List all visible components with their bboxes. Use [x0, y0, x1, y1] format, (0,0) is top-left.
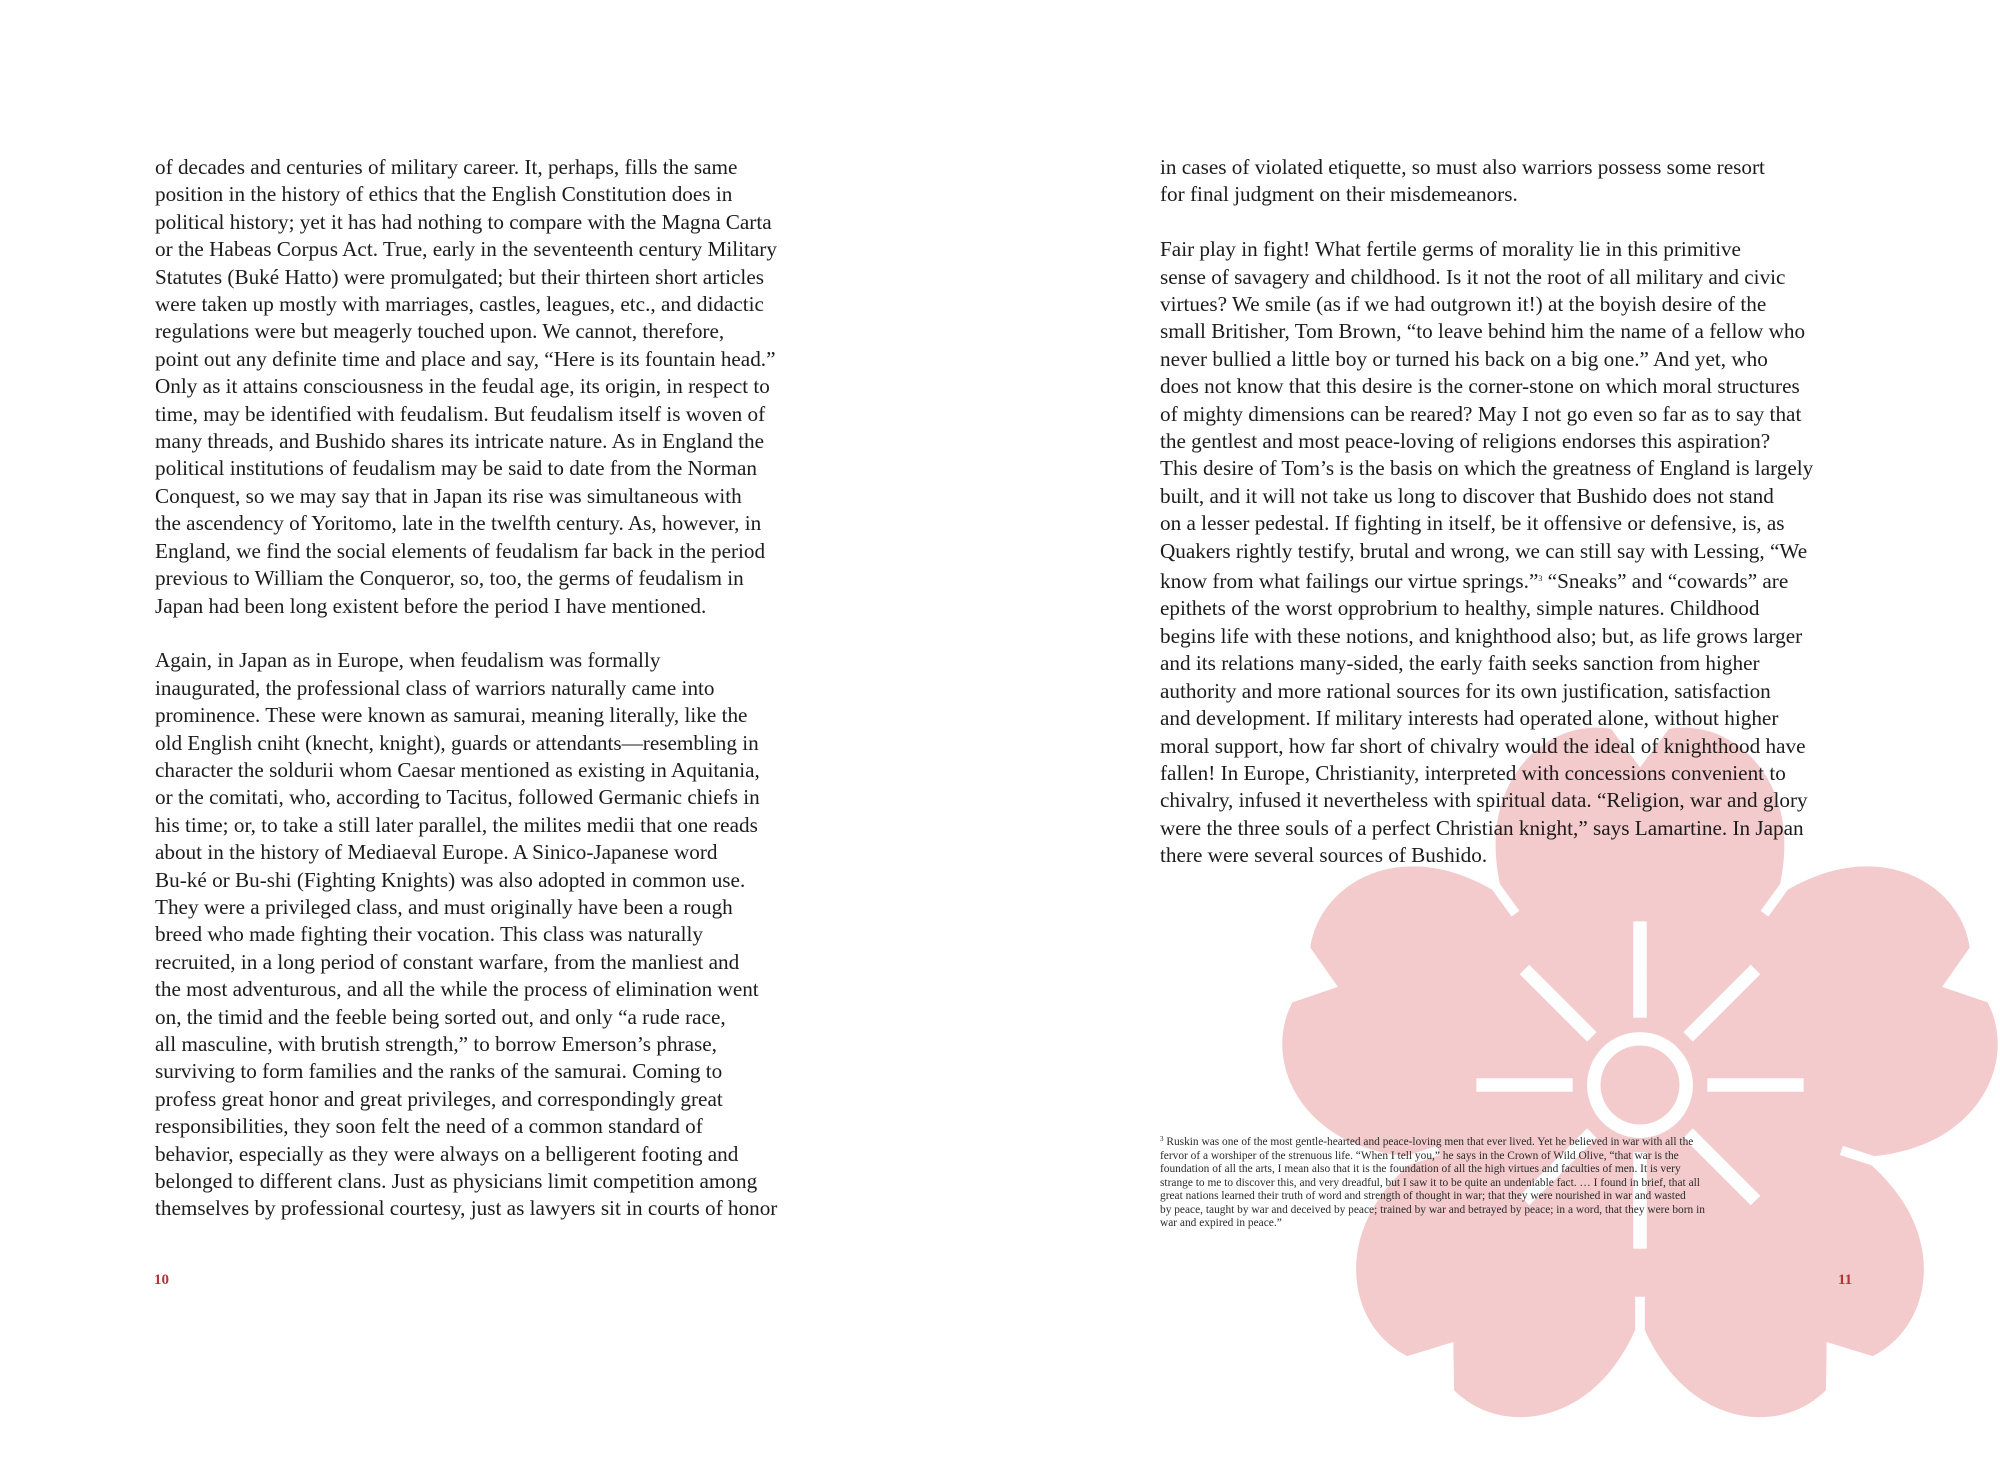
footnote-marker: 3 — [1160, 1135, 1164, 1143]
right-text-column — [1160, 154, 1890, 870]
left-text-column — [155, 154, 875, 1223]
page-number-right: 11 — [1838, 1272, 1853, 1288]
right-paragraph-1: in cases of violated etiquette, so must also warriors possess some resort for final judgment on their misdemeanors. — [1160, 155, 1765, 207]
right-paragraph-2 — [1160, 236, 1890, 869]
footnote — [1160, 1133, 1860, 1231]
footnote-text: Ruskin was one of the most gentle-hearted and peace-loving men that ever lived. Yet he believed in war with all the fervor of a worshiper of the strenuous life. “When I tell you,” he says in the Crown of Wild Olive, “that war is the foundation of all the arts, I mean also that it is the foundation of all the high virtues and faculties of men. It is very strange to me to discover this, and very dreadful, but I saw it to be quite an undeniable fact. … I found in brief, that all great nations learned their truth of word and strength of thought in war; that they were nourished in war and wasted by peace, taught by war and deceived by peace; trained by war and betrayed by peace; in a word, that they were born in war and expired in peace.” — [1160, 1136, 1705, 1229]
footnote-reference: 3 — [1538, 574, 1543, 584]
right-paragraph-2-part-1: Fair play in fight! What fertile germs of morality lie in this primitive sense of savagery and childhood. Is it not the root of all military and civic virtues? We smile (as if we had outgrown it!) at the boyish desire of the small Britisher, Tom Brown, “to leave behind him the name of a fellow who never bullied a little boy or turned his back on a big one.” And yet, who does not know that this desire is the corner-stone on which moral structures of mighty dimensions can be reared? May I not go even so far as to say that the gentlest and most peace-loving of religions endorses this aspiration? This desire of Tom’s is the basis on which the greatness of England is largely built, and it will not take us long to discover that Bushido does not stand on a lesser pedestal. If fighting in itself, be it offensive or defensive, is, as Quakers rightly testify, brutal and wrong, we can still say with Lessing, “We know from what failings our virtue springs.” — [1160, 237, 1814, 594]
left-paragraph-2: Again, in Japan as in Europe, when feudalism was formally inaugurated, the professional class of warriors naturally came into prominence. These were known as samurai, meaning literally, like the old English cniht (knecht, knight), guards or attendants—resembling in character the soldurii whom Caesar mentioned as existing in Aquitania, or the comitati, who, according to Tacitus, followed Germanic chiefs in his time; or, to take a still later parallel, the milites medii that one reads about in the history of Mediaeval Europe. A Sinico-Japanese word Bu-ké or Bu-shi (Fighting Knights) was also adopted in common use. They were a privileged class, and must originally have been a rough breed who made fighting their vocation. This class was naturally recruited, in a long period of constant warfare, from the manliest and the most adventurous, and all the while the process of elimination went on, the timid and the feeble being sorted out, and only “a rude race, all masculine, with brutish strength,” to borrow Emerson’s phrase, surviving to form families and the ranks of the samurai. Coming to profess great honor and great privileges, and correspondingly great responsibilities, they soon felt the need of a common standard of behavior, especially as they were always on a belligerent footing and belonged to different clans. Just as physicians limit competition among themselves by professional courtesy, just as lawyers sit in courts of honor — [155, 648, 778, 1221]
page-number-left: 10 — [154, 1272, 169, 1288]
left-page — [0, 0, 1000, 1353]
left-paragraph-1: of decades and centuries of military career. It, perhaps, fills the same position in the history of ethics that the English Constitution does in political history; yet it has had nothing to compare with the Magna Carta or the Habeas Corpus Act. True, early in the seventeenth century Military Statutes (Buké Hatto) were promulgated; but their thirteen short articles were taken up mostly with marriages, castles, leagues, etc., and didactic regulations were but meagerly touched upon. We cannot, therefore, point out any definite time and place and say, “Here is its fountain head.” Only as it attains consciousness in the feudal age, its origin, in respect to time, may be identified with feudalism. But feudalism itself is woven of many threads, and Bushido shares its intricate nature. As in England the political institutions of feudalism may be said to date from the Norman Conquest, so we may say that in Japan its rise was simultaneous with the ascendency of Yoritomo, late in the twelfth century. As, however, in England, we find the social elements of feudalism far back in the period previous to William the Conqueror, so, too, the germs of feudalism in Japan had been long existent before the period I have mentioned. — [155, 155, 777, 618]
right-paragraph-2-part-2: “Sneaks” and “cowards” are epithets of the worst opprobrium to healthy, simple natures. Childhood begins life with these notions, and knighthood also; but, as life grows larger and its relations many-sided, the early faith seeks sanction from higher authority and more rational sources for its own justification, satisfaction and development. If military interests had operated alone, without higher moral support, how far short of chivalry would the ideal of knighthood have fallen! In Europe, Christianity, interpreted with concessions convenient to chivalry, infused it nevertheless with spiritual data. “Religion, war and glory were the three souls of a perfect Christian knight,” says Lamartine. In Japan there were several sources of Bushido. — [1160, 569, 1808, 868]
